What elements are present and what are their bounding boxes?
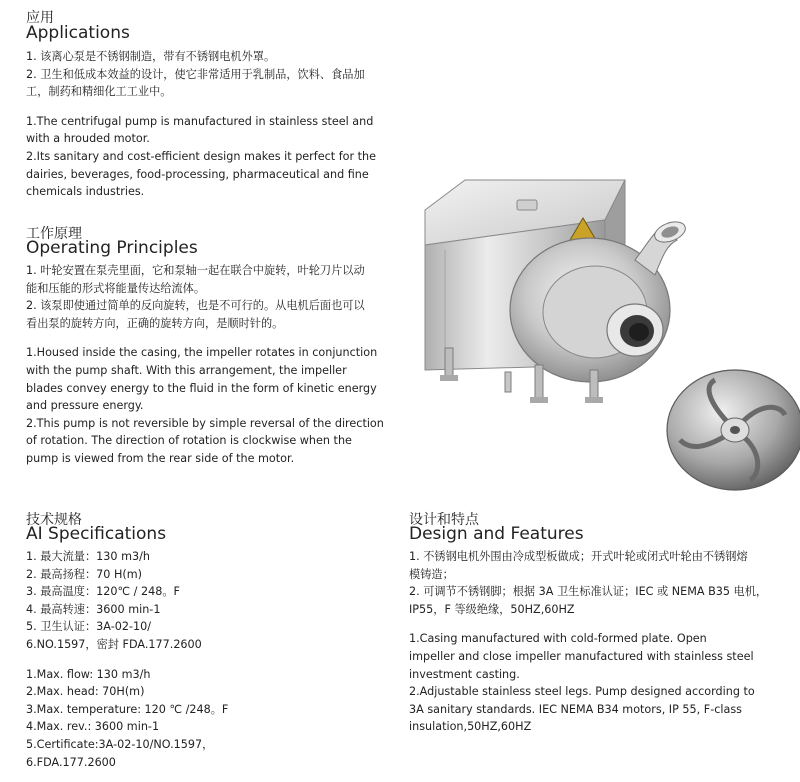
operating-body [26,262,396,468]
design-en-line: 1.Casing manufactured with cold-formed plate. Open [409,632,707,646]
spec-en-line: 4.Max. rev.: 3600 min-1 [26,720,160,734]
applications-cn-line: 1. 该离心泵是不锈钢制造，带有不锈钢电机外罩。 [26,50,276,63]
top-bolt [517,200,537,210]
centrifugal-pump-icon [405,150,800,500]
operating-cn-line: 1. 叶轮安置在泵壳里面，它和泵轴一起在联合中旋转，叶轮刀片以动 [26,264,365,277]
spec-en-line: 3.Max. temperature: 120 ℃ /248。F [26,702,229,716]
impeller-icon [667,370,800,490]
operating-en-line: 2.This pump is not reversible by simple reversal of the direction [26,416,384,430]
applications-en-line: with a hrouded motor. [26,132,150,146]
applications-en-line: 2.Its sanitary and cost-efficient design makes it perfect for the [26,149,376,163]
design-cn-line: 1. 不锈钢电机外围由冷成型板做成；开式叶轮或闭式叶轮由不锈钢熔 [409,550,748,563]
operating-title-cn: 工作原理 [26,226,82,242]
design-cn-line: IP55，F 等级绝缘，50HZ,60HZ [409,602,575,616]
spec-cn-line: 6.NO.1597，密封 FDA.177.2600 [26,637,202,651]
design-title-en: Design and Features [409,524,584,544]
leg [590,370,598,400]
operating-cn-line: 能和压能的形式将能量传达给流体。 [26,281,206,295]
applications-en-line: chemicals industries. [26,185,145,199]
design-en-line: investment casting. [409,667,520,681]
operating-en-line: and pressure energy. [26,399,144,413]
pump-photo [405,150,800,500]
operating-title-en: Operating Principles [26,238,198,258]
spec-cn-line: 3. 最高温度：120℃ / 248。F [26,585,180,599]
specifications-title-en: AI Specifications [26,524,167,544]
spec-cn-line: 2. 最高扬程：70 H(m) [26,567,142,581]
operating-en-line: blades convey energy to the fluid in the form of kinetic energy [26,381,377,395]
operating-en-line: 1.Housed inside the casing, the impeller rotates in conjunction [26,346,378,360]
applications-cn-line: 工，制药和精细化工工业中。 [26,85,172,99]
applications-en-line: 1.The centrifugal pump is manufactured in stainless steel and [26,114,374,128]
spec-en-line: 6.FDA.177.2600 [26,755,116,769]
design-en-line: 3A sanitary standards. IEC NEMA B34 motors, IP 55, F-class [409,702,743,716]
applications-body [26,48,396,201]
spec-en-line: 1.Max. flow: 130 m3/h [26,667,151,681]
spec-cn-line: 4. 最高转速：3600 min-1 [26,602,161,616]
design-cn-line: 模铸造； [409,567,454,581]
leg [445,348,453,378]
design-body [409,548,789,736]
design-en-line: insulation,50HZ,60HZ [409,720,532,734]
operating-en-line: of rotation. The direction of rotation is clockwise when the [26,434,352,448]
design-en-line: 2.Adjustable stainless steel legs. Pump designed according to [409,685,755,699]
spec-cn-line: 1. 最大流量：130 m3/h [26,550,150,563]
specifications-body [26,548,396,771]
design-cn-line: 2. 可调节不锈钢脚；根据 3A 卫生标准认证；IEC 或 NEMA B35 电机， [409,585,768,599]
applications-cn-line: 2. 卫生和低成本效益的设计，使它非常适用于乳制品，饮料、食品加 [26,67,365,81]
applications-title-cn: 应用 [26,10,54,26]
specifications-title-cn: 技术规格 [26,512,82,528]
operating-en-line: with the pump shaft. With this arrangement, the impeller [26,363,347,377]
design-title-cn: 设计和特点 [409,512,479,528]
operating-en-line: pump is viewed from the rear side of the motor. [26,451,295,465]
spec-cn-line: 5. 卫生认证：3A-02-10/ [26,620,152,634]
leg [535,365,543,400]
spec-en-line: 2.Max. head: 70H(m) [26,685,145,699]
applications-title-en: Applications [26,23,130,43]
spec-en-line: 5.Certificate:3A-02-10/NO.1597， [26,737,214,751]
applications-en-line: dairies, beverages, food-processing, pharmaceutical and fine [26,167,369,181]
operating-cn-line: 2. 该泵即使通过简单的反向旋转，也是不可行的。从电机后面也可以 [26,299,365,313]
operating-cn-line: 看出泵的旋转方向，正确的旋转方向，是顺时针的。 [26,316,284,330]
design-en-line: impeller and close impeller manufactured with stainless steel [409,649,754,663]
